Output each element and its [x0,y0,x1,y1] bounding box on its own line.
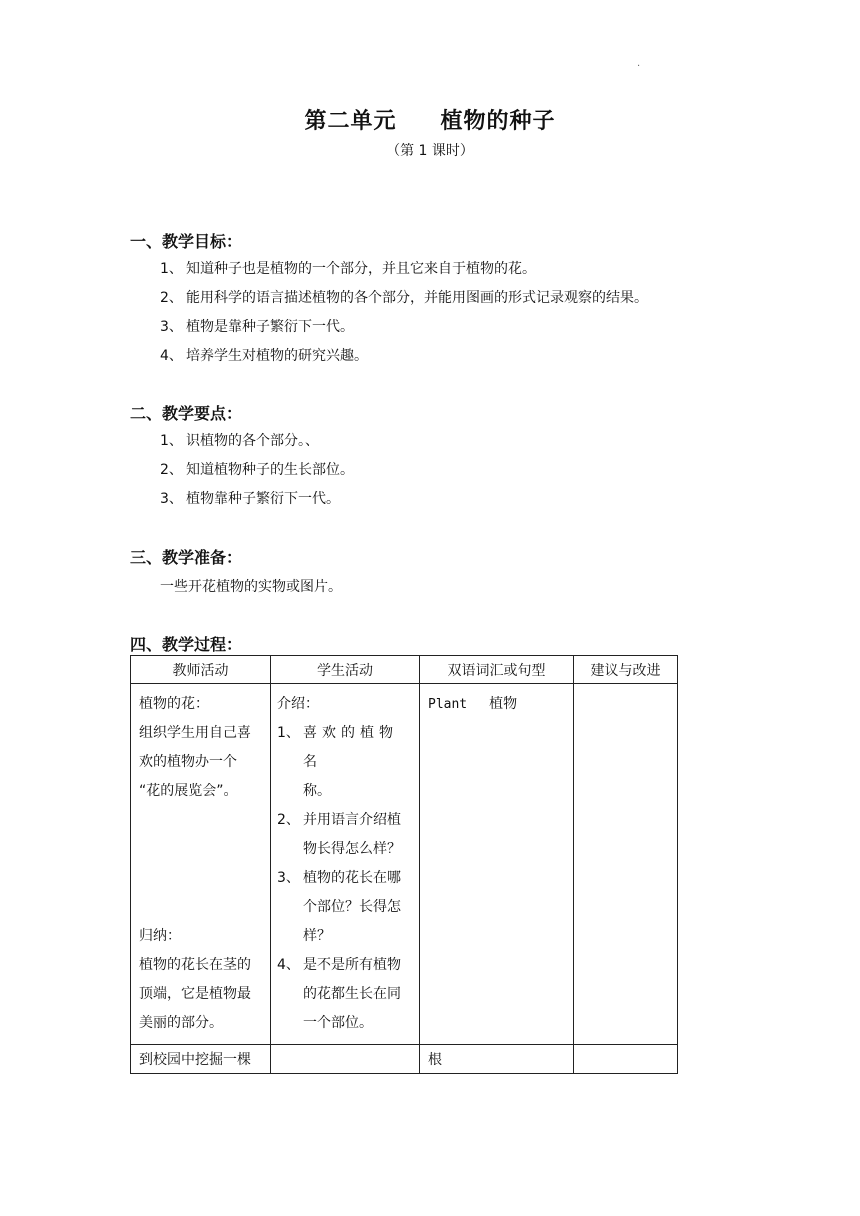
key-points-heading: 二、教学要点： [130,404,243,423]
preparation-heading: 三、教学准备： [130,548,243,567]
key-point-item: 2、 知道植物种子的生长部位。 [160,462,354,478]
summary-line: 美丽的部分。 [139,1015,223,1031]
teacher-activity-cell: 到校园中挖掘一棵 [131,1045,271,1074]
lesson-period: （第 1 课时） [386,143,474,159]
student-item: 2、 并用语言介绍植 物长得怎么样？ [277,812,401,857]
student-item: 1、 喜欢的植物名 称。 [277,725,398,799]
teacher-activity-line: 组织学生用自己喜 [139,725,251,741]
lesson-title: 植物的种子 [440,109,556,134]
goal-item: 1、 知道种子也是植物的一个部分，并且它来自于植物的花。 [160,261,536,277]
student-activity-cell [271,1045,420,1074]
vocab-english: Plant [428,697,468,712]
column-header: 教师活动 [131,656,271,684]
student-intro: 介绍： [277,696,319,712]
teacher-activity-title: 植物的花： [139,696,209,712]
goals-heading: 一、教学目标： [130,232,243,251]
column-header: 学生活动 [271,656,420,684]
process-heading: 四、教学过程： [130,635,243,654]
teacher-activity-line: 欢的植物办一个 [139,754,237,770]
goal-item: 4、 培养学生对植物的研究兴趣。 [160,348,368,364]
process-table [130,655,678,1074]
suggestion-cell [574,684,678,1045]
summary-title: 归纳： [139,928,181,944]
table-row [131,1045,678,1074]
column-header: 双语词汇或句型 [420,656,574,684]
key-point-item: 1、 识植物的各个部分。、 [160,433,319,449]
preparation-text: 一些开花植物的实物或图片。 [160,579,342,595]
vocab-cell: 根 [420,1045,574,1074]
key-point-item: 3、 植物靠种子繁衍下一代。 [160,491,340,507]
vocab-cell [420,684,574,1045]
goal-item: 3、 植物是靠种子繁衍下一代。 [160,319,354,335]
summary-line: 顶端，它是植物最 [139,986,251,1002]
column-header: 建议与改进 [574,656,678,684]
unit-label: 第二单元 [304,109,397,134]
student-item: 4、 是不是所有植物 的花都生长在同 一个部位。 [277,957,401,1031]
student-item: 3、 植物的花长在哪 个部位？长得怎 样？ [277,870,401,944]
vocab-chinese: 植物 [489,696,518,712]
goal-item: 2、 能用科学的语言描述植物的各个部分，并能用图画的形式记录观察的结果。 [160,290,648,306]
summary-line: 植物的花长在茎的 [139,957,251,973]
suggestion-cell [574,1045,678,1074]
teacher-activity-cell [131,684,271,1045]
table-header-row [131,656,678,684]
page-dot-mark: . [637,58,641,69]
student-activity-cell [271,684,420,1045]
teacher-activity-line: “花的展览会”。 [139,783,238,799]
page-title [0,104,860,135]
table-row [131,684,678,1045]
